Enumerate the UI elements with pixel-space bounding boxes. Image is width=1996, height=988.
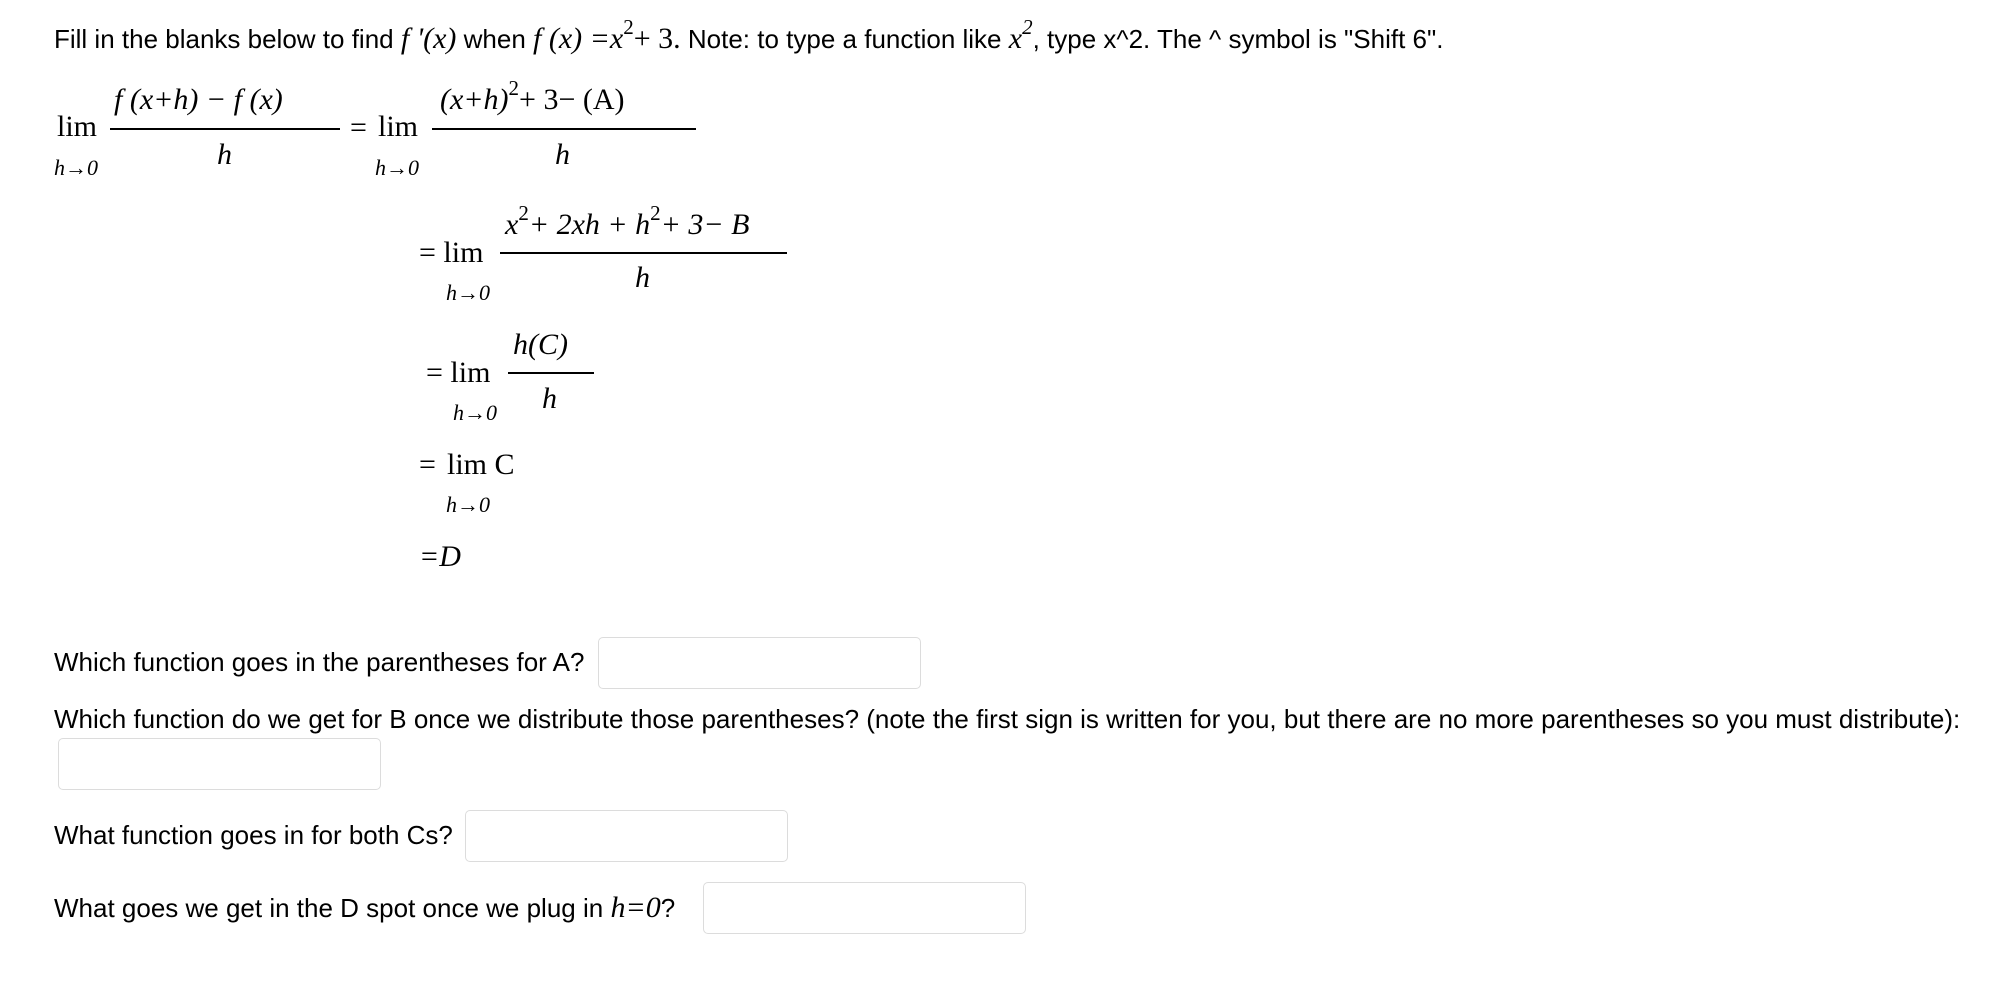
row3-denominator: h — [542, 382, 557, 415]
question-b-label: Which function do we get for B once we distribute those parentheses? (note the first sign is written for you, but there are no more parentheses so you must distribute): — [54, 704, 1961, 734]
row1-rhs-denominator: h — [555, 138, 570, 171]
row1-rhs-numerator: $(x+h)^2+ 3- (A)$ — [440, 76, 625, 116]
intro-note-2: , type x^2. The ^ symbol is "Shift 6". — [1032, 24, 1444, 54]
question-d-label: What goes we get in the D spot once we plug in h=0? — [54, 891, 676, 924]
row1-equals: = — [350, 111, 367, 144]
row3-lim-sub: h→0 — [453, 400, 497, 425]
answer-c-input[interactable] — [465, 810, 788, 862]
row1-lim: lim — [57, 110, 98, 143]
intro-line — [54, 15, 1444, 55]
row1-rhs-lim-sub: h→0 — [375, 155, 419, 180]
question-c-label: What function goes in for both Cs? — [54, 820, 453, 850]
row4-lim-c: lim C — [447, 448, 515, 481]
row3-fraction-bar — [508, 372, 594, 374]
question-a-label: Which function goes in the parentheses for A? — [54, 647, 585, 677]
row1-denominator: h — [217, 138, 232, 171]
row3-numerator: h(C) — [513, 328, 568, 361]
row2-fraction-bar — [500, 252, 787, 254]
row2-denominator: h — [635, 261, 650, 294]
row4-lim-sub: h→0 — [446, 492, 490, 517]
note-x: $x^2$ — [1008, 15, 1033, 55]
function-definition: f $(x) =x^2+ 3$. — [533, 15, 681, 55]
intro-text-2: when — [463, 24, 526, 54]
h-equals-zero: h=0 — [610, 891, 661, 924]
answer-a-input[interactable] — [598, 637, 921, 689]
answer-d-input[interactable] — [703, 882, 1026, 934]
intro-text-1: Fill in the blanks below to find — [54, 24, 394, 54]
row1-rhs-fraction-bar — [432, 128, 696, 130]
row1-lim-sub: h→0 — [54, 155, 98, 180]
row1-fraction-bar — [110, 128, 340, 130]
row2-equals: = lim — [419, 236, 484, 269]
row1-rhs-lim: lim — [378, 110, 419, 143]
row2-numerator: $x^2+ 2xh + h^2+ 3- B$ — [505, 201, 750, 241]
row2-lim-sub: h→0 — [446, 280, 490, 305]
row5-result: =D — [419, 540, 461, 573]
row1-numerator: f (x+h) − f (x) — [114, 83, 283, 116]
intro-note-1: Note: to type a function like — [687, 24, 1002, 54]
answer-b-input[interactable] — [58, 738, 381, 790]
row3-equals: = lim — [426, 356, 491, 389]
fprime-expression: f '(x) — [400, 22, 457, 55]
row4-equals: = — [419, 448, 436, 481]
